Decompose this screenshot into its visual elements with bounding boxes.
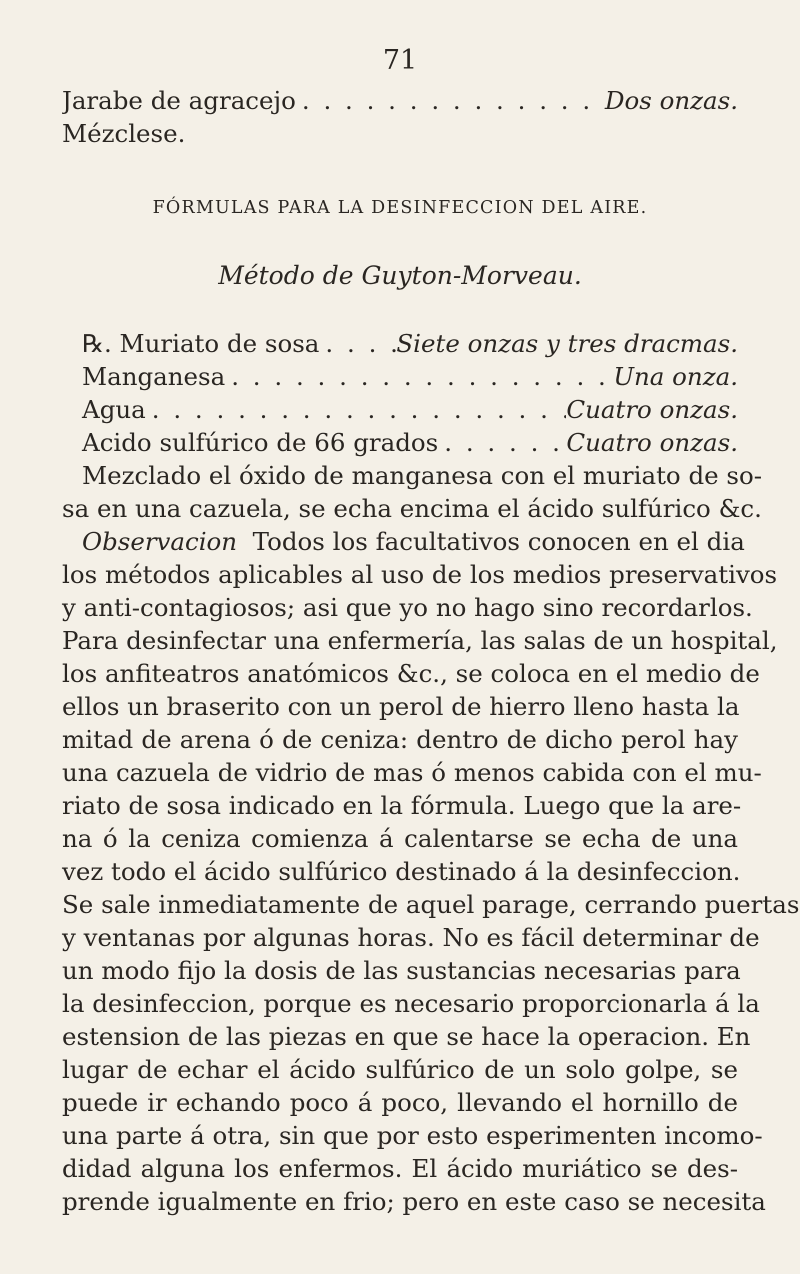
text-line: y ventanas por algunas horas. No es fácil determinar de — [62, 923, 760, 952]
dot-leader — [146, 393, 567, 426]
text-line: mitad de arena ó de ceniza: dentro de dicho perol hay — [62, 725, 738, 754]
recipe-item — [62, 360, 738, 393]
text-line: lugar de echar el ácido sulfúrico de un solo golpe, se — [62, 1055, 738, 1084]
text-line: Para desinfectar una enfermería, las salas de un hospital, — [62, 626, 778, 655]
text-line: sa en una cazuela, se echa encima el ácido sulfúrico &c. — [62, 494, 762, 523]
recipe-item — [62, 426, 738, 459]
text-line: una cazuela de vidrio de mas ó menos cabida con el mu- — [62, 758, 762, 787]
recipe-item-value: Cuatro onzas. — [566, 428, 738, 457]
section-heading: FÓRMULAS PARA LA DESINFECCION DEL AIRE. — [152, 198, 648, 218]
page-number: 71 — [382, 45, 418, 76]
dot-leader — [319, 327, 396, 360]
text-line — [62, 525, 745, 558]
text-line: didad alguna los enfermos. El ácido muriático se des- — [62, 1154, 738, 1183]
text-line: vez todo el ácido sulfúrico destinado á la desinfeccion. — [62, 857, 741, 886]
text-line: ellos un braserito con un perol de hierro lleno hasta la — [62, 692, 740, 721]
recipe-item-value: Cuatro onzas. — [566, 395, 738, 424]
recipe-item — [62, 393, 738, 426]
text-line: y anti-contagiosos; asi que yo no hago sino recordarlos. — [62, 593, 753, 622]
recipe-item-label: Manganesa — [82, 362, 226, 391]
recipe-item-label: Agua — [82, 395, 146, 424]
method-title: Método de Guyton-Morveau. — [218, 261, 582, 290]
recipe-item-value: Una onza. — [613, 362, 738, 391]
recipe-item-value: Siete onzas y tres dracmas. — [396, 329, 738, 358]
text-line: prende igualmente en frio; pero en este caso se necesita — [62, 1187, 766, 1216]
text-line: puede ir echando poco á poco, llevando el hornillo de — [62, 1088, 738, 1117]
recipe-item-label: ℞. Muriato de sosa — [82, 329, 320, 358]
text-line: un modo fijo la dosis de las sustancias necesarias para — [62, 956, 741, 985]
dot-leader — [225, 360, 613, 393]
text-line: los métodos aplicables al uso de los medios preservativos — [62, 560, 778, 589]
dot-leader — [296, 84, 605, 117]
observation-label: Observacion — [82, 527, 238, 556]
mix-instruction: Mézclese. — [62, 119, 186, 148]
preparation-paragraph — [62, 459, 763, 525]
text-line: na ó la ceniza comienza á calentarse se echa de una — [62, 824, 738, 853]
syrup-label: Jarabe de agracejo — [62, 86, 296, 115]
text-line: una parte á otra, sin que por esto esperimenten incomo- — [62, 1121, 763, 1150]
text-line: estension de las piezas en que se hace la operacion. En — [62, 1022, 751, 1051]
text-line: Se sale inmediatamente de aquel parage, cerrando puertas — [62, 890, 800, 919]
observation-first-line: Todos los facultativos conocen en el dia — [252, 527, 745, 556]
text-line: la desinfeccion, porque es necesario proporcionarla á la — [62, 989, 760, 1018]
syrup-quantity: Dos onzas. — [604, 86, 738, 115]
observation-paragraph — [62, 525, 800, 1218]
text-line: Mezclado el óxido de manganesa con el muriato de so- — [82, 461, 763, 490]
text-line: los anfiteatros anatómicos &c., se coloca en el medio de — [62, 659, 760, 688]
recipe-item — [62, 327, 738, 360]
syrup-line — [62, 84, 738, 117]
dot-leader — [438, 426, 566, 459]
text-line: riato de sosa indicado en la fórmula. Luego que la are- — [62, 791, 742, 820]
recipe-item-label: Acido sulfúrico de 66 grados — [82, 428, 439, 457]
